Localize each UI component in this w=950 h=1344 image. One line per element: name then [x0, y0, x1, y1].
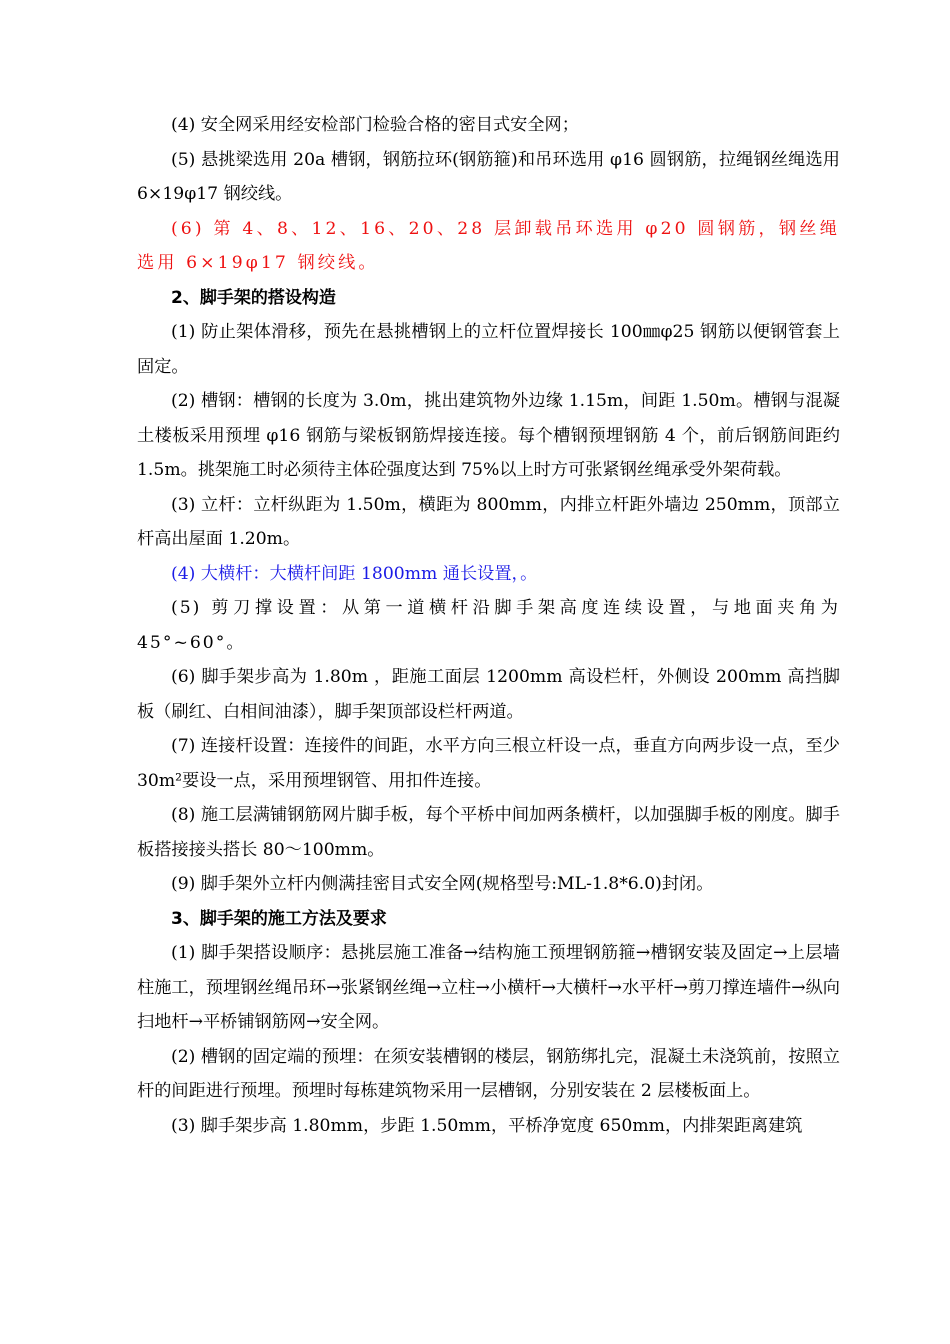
paragraph-2-5: (5) 剪刀撑设置：从第一道横杆沿脚手架高度连续设置，与地面夹角为 45°~60°。	[137, 598, 840, 653]
paragraph-2-9: (9) 脚手架外立杆内侧满挂密目式安全网(规格型号:ML-1.8*6.0)封闭。	[171, 874, 714, 894]
paragraph-3-3: (3) 脚手架步高 1.80mm，步距 1.50mm，平桥净宽度 650mm，内排架距离建筑	[171, 1115, 803, 1136]
paragraph-2-2: (2) 槽钢：槽钢的长度为 3.0m，挑出建筑物外边缘 1.15m，间距 1.50m。槽钢与混凝土楼板采用预埋 φ16 钢筋与梁板钢筋焊接连接。每个槽钢预埋钢筋 4 个，前后钢筋间距约 1.5m。挑架施工时必须待主体砼强度达到 75%以上时方可张紧钢丝绳承受外架荷载。	[137, 391, 840, 480]
paragraph-item-4: (4) 安全网采用经安检部门检验合格的密目式安全网；	[171, 115, 579, 135]
document-body	[137, 108, 840, 1143]
section-heading-2: 2、脚手架的搭设构造	[171, 287, 336, 308]
paragraph-2-6: (6) 脚手架步高为 1.80m ，距施工面层 1200mm 高设栏杆，外侧设 200mm 高挡脚板（刷红、白相间油漆），脚手架顶部设栏杆两道。	[137, 667, 840, 722]
paragraph-item-5: (5) 悬挑梁选用 20a 槽钢，钢筋拉环(钢筋箍)和吊环选用 φ16 圆钢筋，拉绳钢丝绳选用 6×19φ17 钢绞线。	[137, 149, 840, 204]
paragraph-2-8: (8) 施工层满铺钢筋网片脚手板，每个平桥中间加两条横杆，以加强脚手板的刚度。脚手板搭接接头搭长 80～100mm。	[137, 805, 840, 860]
paragraph-3-2: (2) 槽钢的固定端的预埋：在须安装槽钢的楼层，钢筋绑扎完，混凝土未浇筑前，按照立杆的间距进行预埋。预埋时每栋建筑物采用一层槽钢，分别安装在 2 层楼板面上。	[137, 1046, 840, 1101]
paragraph-3-1: (1) 脚手架搭设顺序：悬挑层施工准备→结构施工预埋钢筋箍→槽钢安装及固定→上层墙柱施工，预埋钢丝绳吊环→张紧钢丝绳→立柱→小横杆→大横杆→水平杆→剪刀撑连墙件→纵向扫地杆→平桥铺钢筋网→安全网。	[137, 943, 840, 1032]
paragraph-2-1: (1) 防止架体滑移，预先在悬挑槽钢上的立杆位置焊接长 100㎜φ25 钢筋以便钢管套上固定。	[137, 322, 840, 377]
paragraph-2-7: (7) 连接杆设置：连接件的间距，水平方向三根立杆设一点，垂直方向两步设一点，至少 30m²要设一点，采用预埋钢管、用扣件连接。	[137, 736, 840, 791]
paragraph-2-4-highlighted: (4) 大横杆：大横杆间距 1800mm 通长设置，。	[171, 563, 538, 584]
paragraph-2-3: (3) 立杆：立杆纵距为 1.50m，横距为 800mm，内排立杆距外墙边 250mm，顶部立杆高出屋面 1.20m。	[137, 494, 840, 549]
paragraph-item-6-highlighted: (6) 第 4、8、12、16、20、28 层卸载吊环选用 φ20 圆钢筋，钢丝绳选用 6×19φ17 钢绞线。	[137, 218, 840, 273]
section-heading-3: 3、脚手架的施工方法及要求	[171, 908, 387, 929]
